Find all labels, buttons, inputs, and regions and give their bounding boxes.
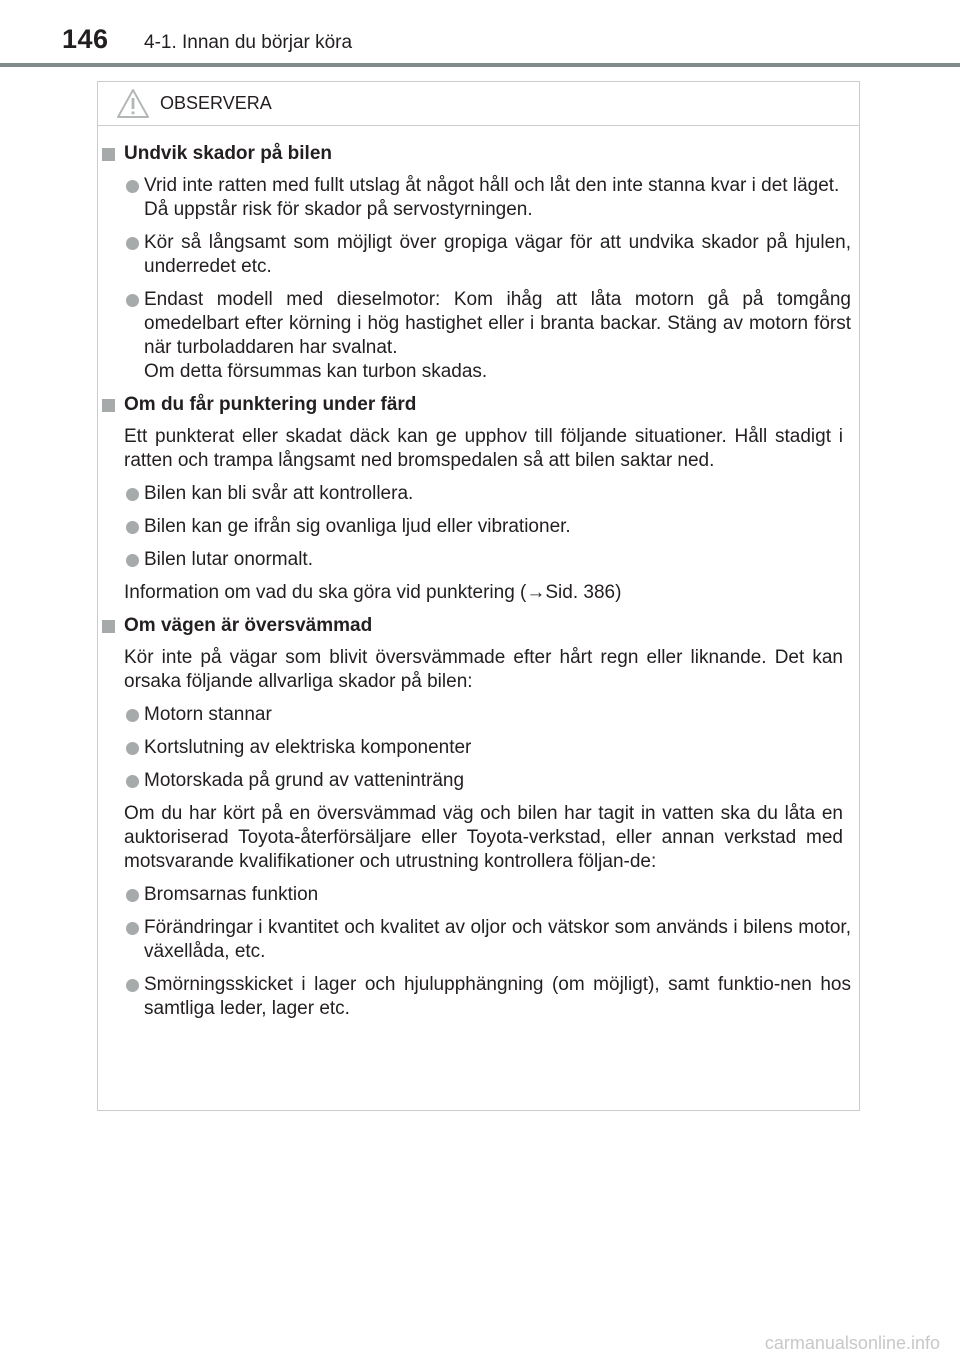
- square-bullet-icon: [102, 620, 115, 633]
- round-bullet-icon: [126, 521, 139, 534]
- watermark-link[interactable]: carmanualsonline.info: [764, 1333, 940, 1353]
- warning-triangle-icon: [116, 88, 150, 120]
- page-number: 146: [62, 24, 109, 54]
- page-reference: Information om vad du ska göra vid punktering (→Sid. 386): [124, 582, 622, 603]
- round-bullet-icon: [126, 979, 139, 992]
- round-bullet-icon: [126, 709, 139, 722]
- section-title: 4-1. Innan du börjar köra: [144, 32, 353, 53]
- round-bullet-icon: [126, 889, 139, 902]
- list-item: Kör så långsamt som möjligt över gropiga vägar för att undvika skador på hjulen, underredet etc.: [98, 231, 859, 279]
- round-bullet-icon: [126, 294, 139, 307]
- section-heading: Undvik skador på bilen: [98, 142, 859, 166]
- section-heading: Om du får punktering under färd: [98, 393, 859, 417]
- list-item: Bilen lutar onormalt.: [98, 548, 859, 572]
- paragraph: Ett punkterat eller skadat däck kan ge upphov till följande situationer. Håll stadigt i ratten och trampa långsamt ned bromspedalen så att bilen saktar ned.: [124, 426, 843, 471]
- list-item: Kortslutning av elektriska komponenter: [98, 736, 859, 760]
- round-bullet-icon: [126, 180, 139, 193]
- list-item: Förändringar i kvantitet och kvalitet av oljor och vätskor som används i bilens motor, växellåda, etc.: [98, 916, 859, 964]
- paragraph: Om du har kört på en översvämmad väg och bilen har tagit in vatten ska du låta en auktoriserad Toyota-återförsäljare eller Toyota-verkstad, eller annan verkstad med motsvarande kvalifikationer och utrustning kontrollera följan-de:: [124, 803, 843, 872]
- square-bullet-icon: [102, 148, 115, 161]
- list-item: Bromsarnas funktion: [98, 883, 859, 907]
- square-bullet-icon: [102, 399, 115, 412]
- list-item: Vrid inte ratten med fullt utslag åt något håll och låt den inte stanna kvar i det läget. Då uppstår risk för skador på servostyrningen.: [98, 174, 859, 222]
- round-bullet-icon: [126, 922, 139, 935]
- caution-box: [97, 81, 860, 1111]
- list-item: Motorn stannar: [98, 703, 859, 727]
- paragraph: Kör inte på vägar som blivit översvämmade efter hårt regn eller liknande. Det kan orsaka följande allvarliga skador på bilen:: [124, 647, 843, 692]
- round-bullet-icon: [126, 742, 139, 755]
- list-item: Smörningsskicket i lager och hjulupphängning (om möjligt), samt funktio-nen hos samtliga leder, lager etc.: [98, 973, 859, 1021]
- list-item: Bilen kan bli svår att kontrollera.: [98, 482, 859, 506]
- section-heading: Om vägen är översvämmad: [98, 614, 859, 638]
- caution-title: OBSERVERA: [160, 93, 272, 113]
- list-item: Motorskada på grund av vatteninträng: [98, 769, 859, 793]
- round-bullet-icon: [126, 237, 139, 250]
- caution-body: [98, 142, 859, 1030]
- round-bullet-icon: [126, 488, 139, 501]
- list-item: Bilen kan ge ifrån sig ovanliga ljud eller vibrationer.: [98, 515, 859, 539]
- header-rule: [0, 63, 960, 67]
- round-bullet-icon: [126, 775, 139, 788]
- round-bullet-icon: [126, 554, 139, 567]
- caution-header: [98, 82, 859, 126]
- page-header: [0, 0, 960, 70]
- list-item: Endast modell med dieselmotor: Kom ihåg att låta motorn gå på tomgång omedelbart efter körning i hög hastighet eller i branta backar. Stäng av motorn först när turboladdaren har svalnat. Om detta försummas kan turbon skadas.: [98, 288, 859, 384]
